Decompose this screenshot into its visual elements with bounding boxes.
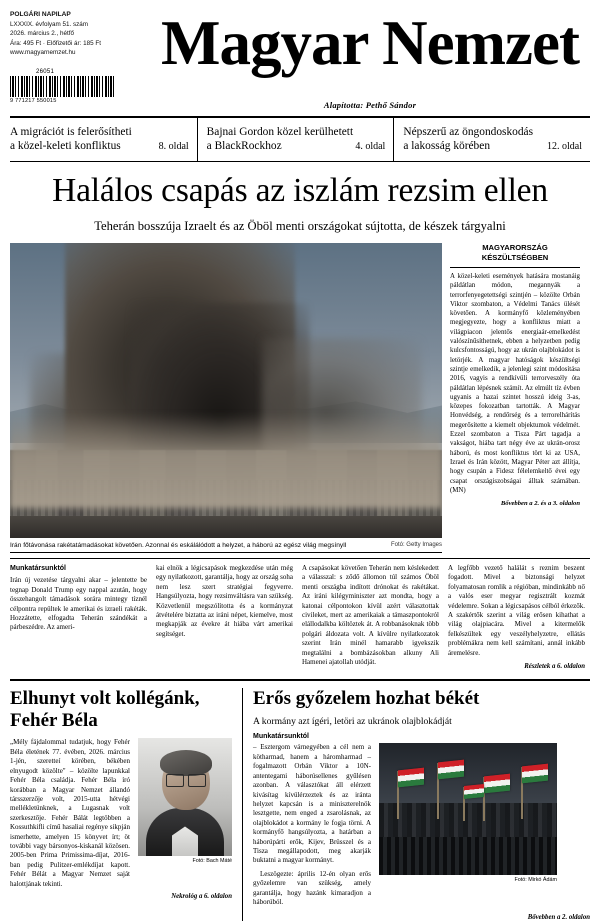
obituary-more-link[interactable]: Nekrológ a 6. oldalon: [171, 892, 232, 900]
lead-photo-caption-row: [10, 538, 442, 550]
hungarian-flag: [398, 768, 424, 788]
secondary-subtitle: A kormány azt ígéri, letöri az ukránok olajblokádját: [253, 716, 452, 728]
lead-byline: Munkatársunktól: [10, 565, 67, 572]
masthead-website: www.magyarnemzet.hu: [10, 49, 76, 56]
obituary-title-line1: Elhunyt volt kollégánk,: [10, 688, 200, 710]
secondary-byline: Munkatársunktól: [253, 733, 310, 741]
secondary-body: [253, 743, 590, 911]
teaser-page: 4. oldal: [355, 141, 386, 152]
masthead: [10, 6, 590, 110]
secondary-more-link[interactable]: Bővebben a 2. oldalon: [527, 914, 590, 921]
photo-dust-cloud: [10, 413, 442, 508]
teaser-item[interactable]: [10, 118, 197, 161]
secondary-paragraph: Leszögezte: április 12-én olyan erős győzelemre van szükség, amely garantálja, hogy hazánk kimaradjon a háborúból.: [253, 869, 371, 906]
lead-section: [10, 243, 590, 553]
hungarian-flag: [464, 784, 484, 799]
obituary-photo-column: [138, 738, 232, 889]
teaser-line2: a BlackRockhoz: [206, 140, 282, 152]
obituary-body: „Mély fájdalommal tudatjuk, hogy Fehér Béla életének 77. évében, 2026. március 1-jén, szeretteí körében, békében elnyugodt közölte" – közölte lapunkkal Fehér Béla családja. Fehér Béla író korábban a Magyar Nemzet állandó társszerzője volt, 2015-utta hétvégi mellékletünknek, a Lugasnak volt szerkesztője. Fehér Bálát legtöbben a Kossuthkifli című hasaliai regénye sikpján ismerhette, amelyen 15 könyvet írt; öt további vagy bársonyos-kiskanál közösen. 2005-ben Prima Primissima-díjat, 2016-ban pedig Pulitzer-emlékdíjat kapott. Fehér Bélát a Magyar Nemzet saját halottjának tekinti.: [10, 738, 130, 888]
teaser-item[interactable]: [393, 118, 590, 161]
sidebar-more-link[interactable]: Bővebben a 2. és a 3. oldalon: [500, 500, 580, 508]
portrait-hair: [160, 750, 212, 776]
masthead-price: Ára: 495 Ft · Előfizetői ár: 185 Ft: [10, 39, 101, 47]
glasses-icon: [166, 774, 206, 785]
rally-photo-column: [379, 743, 557, 911]
secondary-column-1: [253, 743, 371, 911]
caption-divider: [10, 552, 442, 553]
teaser-line1: A migrációt is felerősítheti: [10, 126, 132, 138]
lead-column-4: [448, 564, 585, 671]
masthead-kicker: POLGÁRI NAPILAP: [10, 11, 71, 18]
obituary-columns: [10, 738, 232, 889]
hungarian-flag: [438, 760, 464, 780]
rally-photo: [379, 743, 557, 875]
masthead-date: 2026. március 2., hétfő: [10, 30, 75, 37]
obituary-article: [10, 688, 232, 921]
lead-column-3: [302, 564, 439, 671]
rally-crowd-front: [379, 837, 557, 875]
teaser-line2: a közel-keleti konfliktus: [10, 140, 121, 152]
masthead-issue: LXXXIX. évfolyam 51. szám: [10, 20, 89, 28]
masthead-founder: Alapította: Pethő Sándor: [323, 100, 417, 110]
secondary-paragraph: – Esztergom várnegyében a cél nem a kötharmad, hanem a háromharmad – fogalmazott Orbán Viktor a 10N-antentegami háborúsellenes gyűlésen azonban. A választókat áll elérzett kivásítag kívülérzeztek és az iránta helyzet kapcsán is a miniszterelnök lesztgette, nem enged a zsarolásnak, az olajblokádot a kormány le fogja törni. A kormányfő hangsúlyozta, a határban a háborúpárti erők, Kijev, Brüsszel és a Tisza megállapodott, meg akarják buktatni a magyar kormányt.: [253, 743, 371, 865]
barcode: [10, 69, 150, 104]
photo-foreground: [10, 516, 442, 538]
lead-more-link[interactable]: Részletek a 6. oldalon: [524, 663, 585, 671]
page-title: Magyar Nemzet: [161, 8, 579, 78]
lead-column-1: [10, 564, 147, 671]
lead-paragraph: A legfőbb vezető halálát s reznim beszent fogadott. Mivel a biztonsági helyzet folyamatosan romlik a régióban, mindinkább nő a valós eser megyar regisztrált kozmát védelemre. Sokan a légicsapásos célból érkezők. A szakértők szerint a világ erősen kihathat a világ olajpiacára. Mivel a kitermelők felkészültek egy veszélyhelyzetre, ellátás problémákra nem kell számítani, annál inkább áremelésre.: [448, 564, 585, 657]
sidebar-box: [450, 243, 580, 553]
hungarian-flag: [484, 774, 510, 794]
teaser-page: 12. oldal: [547, 141, 583, 152]
teaser-item[interactable]: [197, 118, 394, 161]
lead-paragraph: Irán új vezetése tárgyalni akar – jelentette be tegnap Donald Trump egy nappal azután, hogy összehangolt támadások sorára mintegy tíznél célpontra repültek le amerikai és izraeli rakéták. Hozzátette, elfogadta Teherán szándékát a párbeszédre. Az ameri-: [10, 576, 147, 632]
obituary-portrait: [138, 738, 232, 856]
lead-paragraph: A csapásokat követően Teherán nem késlekedett a válasszal: s ződő állomon túl számos Öböl menti országba indított drónokat és rakétákat. Az iráni kilégyminiszter azt mondta, hogy a katonai célpontokon kívül azért választottak civileket, mert az amerikaiak a támaszpontokról elállodalkba költöztek át. A robbanásoknak több polgári áldozata volt. A kívülre nyilatkozatok szerint Irán minél hamarabb igyekszik megtalálni a bombázásokban alkuny Ali Hamenei ajatollah utódját.: [302, 564, 439, 667]
barcode-number: 26051: [36, 68, 55, 75]
barcode-code: 9 771217 550015: [10, 97, 57, 104]
obituary-photo-credit: Fotó: Bach Máté: [192, 858, 232, 865]
obituary-title: [10, 688, 232, 732]
teaser-bar: [10, 118, 590, 161]
obituary-title-line2: Fehér Béla: [10, 710, 98, 732]
sidebar-title: MAGYARORSZÁG KÉSZÜLTSÉGBEN: [450, 243, 580, 268]
secondary-article: [242, 688, 590, 921]
lead-photo-column: [10, 243, 442, 553]
secondary-title: Erős győzelem hozhat békét: [253, 688, 480, 710]
lead-photo-caption: Irán főtávonása rakétatámadásokat követően. Azonnal és eskálálódott a helyzet, a háború az egész világ megsínylI: [10, 542, 347, 549]
rally-photo-credit: Fotó: Mirkó Ádám: [514, 877, 557, 884]
masthead-title-block: [150, 6, 590, 110]
lead-body-columns: [10, 558, 590, 671]
bottom-section: [10, 679, 590, 921]
lead-column-2: [156, 564, 293, 671]
teaser-line1: Népszerű az öngondoskodás: [403, 126, 534, 138]
barcode-bars: [10, 76, 114, 97]
lead-subhead: Teherán bosszúja Izraelt és az Öböl menti országokat sújtotta, de készek tárgyalni: [94, 219, 506, 233]
hungarian-flag: [522, 764, 548, 784]
lead-photo: [10, 243, 442, 538]
masthead-meta: [10, 6, 150, 104]
teaser-page: 8. oldal: [158, 141, 189, 152]
teaser-line1: Bajnai Gordon közel kerülhetett: [206, 126, 354, 138]
sidebar-body: A közel-keleti események hatására mostanáig páldátlan módon, megannyák a terrorfenyegetettségi szintjén – közölte Orbán Viktor szombaton, a Védelmi Tanács ülését követően. A kormányfő közleményében megjegyezte, hogy a konfliktus miatt a világpiacon jelentős energiaár-emelkedést valószínűsíthetnek, ebben a helyzetben pedig kulcsfontosságú, hogy az ukrán olajblokádot is letörjék. A magyar hatóságok készültségi szintje emelkedik, a jelenlegi szint módosítása 2016, vagyis a rendkívüli terrorveszély óta páldátlan lépésnek számít. Az elmúlt tíz évben ugyanis a hazai szintet hosszú ideig 3-as, közepes fokozatban tartották. A Magyar Honvédség, a rendőrség és a terrorelhárítás megerősítette a kiemelt objektumok védelmét. Ezzel szombaton a Tisza Párt tagadja a vakságot, hiába tart négy éve az ukrán-orosz háború, és most konfliktus tört ki az USA, Izrael és Irán között, Magyar Péter azt állítja, hogy csupán a Fidesz félelemkeltő évei egy csapat országiszobságai álltak számában. (MN): [450, 273, 580, 494]
teaser-divider: [10, 161, 590, 162]
lead-headline: Halálos csapás az iszlám rezsim ellen: [52, 172, 548, 209]
teaser-line2: a lakosság körében: [403, 140, 491, 152]
lead-paragraph: kai elnök a légicsapások megkezdése után még egy nyilatkozott, garantálja, hogy az ország soha nem lesz szert stratégiai fegyverre. Hangsúlyozta, hogy rezsimváltásra van szükség. Közvetlenül megszólította és a kormányzat átvételére biztatta az iráni népet, kiemelve, most megkapják az évekre át hiába várt amerikai segítséget.: [156, 564, 293, 638]
lead-photo-credit: Fotó: Getty Images: [390, 542, 442, 548]
